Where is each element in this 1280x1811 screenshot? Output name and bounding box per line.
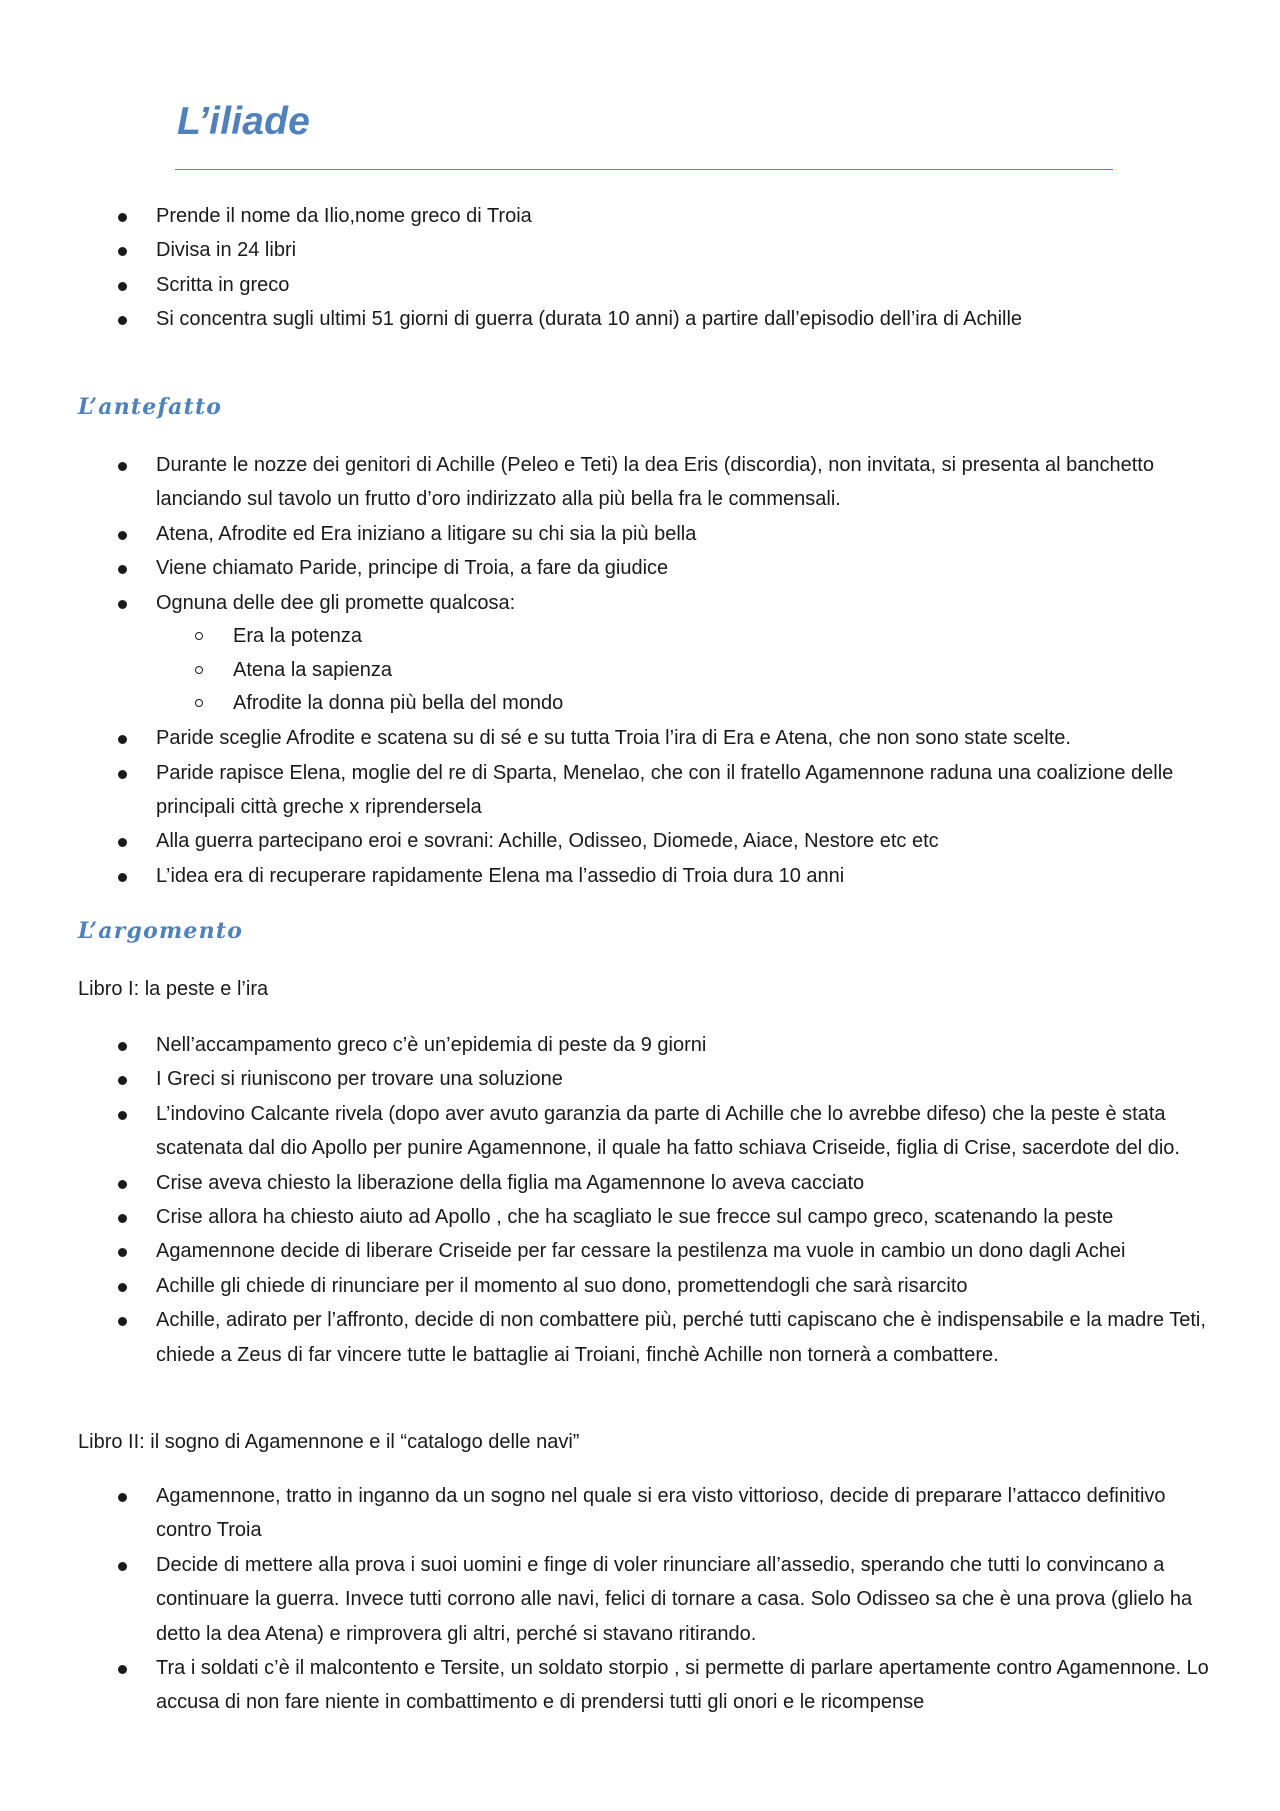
antefatto-block xyxy=(0,448,1280,893)
list-item xyxy=(0,1548,1280,1651)
list-item-text: Si concentra sugli ultimi 51 giorni di guerra (durata 10 anni) a partire dall’episodio dell’ira di Achille xyxy=(156,308,1023,331)
heading-argomento: L’argomento xyxy=(78,918,244,944)
list-item-text: Viene chiamato Paride, principe di Troia, a fare da giudice xyxy=(156,557,669,580)
list-item xyxy=(0,859,1280,893)
list-item-text: Prende il nome da Ilio,nome greco di Troia xyxy=(156,205,532,227)
list-item-text: I Greci si riuniscono per trovare una soluzione xyxy=(156,1068,563,1091)
list-item-text: Paride rapisce Elena, moglie del re di Sparta, Menelao, che con il fratello Agamennone raduna una coalizione delle principali città greche x riprendersela xyxy=(156,761,1174,818)
bullet-icon xyxy=(118,1180,127,1189)
document-title: L’iliade xyxy=(177,100,311,143)
list-item-text: Atena, Afrodite ed Era iniziano a litigare su chi sia la più bella xyxy=(156,522,697,545)
bullet-icon xyxy=(118,1665,127,1674)
list-item xyxy=(0,448,1280,517)
list-item xyxy=(0,517,1280,551)
list-item xyxy=(0,302,1280,336)
bullet-icon xyxy=(118,600,127,609)
bullet-icon xyxy=(118,316,127,325)
list-item xyxy=(0,233,1280,267)
sub-list-item xyxy=(0,687,1280,721)
list-item-text: Paride sceglie Afrodite e scatena su di sé e su tutta Troia l’ira di Era e Atena, che non sono state scelte. xyxy=(156,727,1071,750)
list-item xyxy=(0,1234,1280,1268)
intro-list xyxy=(0,199,1280,337)
list-item xyxy=(0,1269,1280,1303)
list-item-text: Nell’accampamento greco c’è un’epidemia di peste da 9 giorni xyxy=(156,1034,707,1056)
title-underline xyxy=(175,169,1113,170)
heading-antefatto: L’antefatto xyxy=(78,394,223,420)
bullet-icon xyxy=(118,1493,127,1502)
list-item xyxy=(0,1651,1280,1720)
list-item xyxy=(0,1166,1280,1200)
list-item-text: Crise aveva chiesto la liberazione della figlia ma Agamennone lo aveva cacciato xyxy=(156,1171,865,1194)
list-item-text: Ognuna delle dee gli promette qualcosa: xyxy=(156,591,516,614)
list-item-text: Scritta in greco xyxy=(156,273,290,296)
list-item-text: Alla guerra partecipano eroi e sovrani: Achille, Odisseo, Diomede, Aiace, Nestore etc etc xyxy=(156,830,939,853)
list-item xyxy=(0,1062,1280,1096)
list-item xyxy=(0,1097,1280,1166)
libro1-block xyxy=(0,1028,1280,1372)
list-item xyxy=(0,1028,1280,1062)
antefatto-list-b xyxy=(0,721,1280,893)
circle-bullet-icon xyxy=(195,632,203,640)
bullet-icon xyxy=(118,770,127,779)
sub-list-item xyxy=(0,620,1280,654)
list-item-text: Achille, adirato per l’affronto, decide di non combattere più, perché tutti capiscano che è indispensabile e la madre Teti, chiede a Zeus di far vincere tutte le battaglie ai Troiani, finchè Achille non tornerà a combattere. xyxy=(156,1309,1206,1366)
bullet-icon xyxy=(118,1317,127,1326)
bullet-icon xyxy=(118,1111,127,1120)
list-item-text: L’idea era di recuperare rapidamente Elena ma l’assedio di Troia dura 10 anni xyxy=(156,864,845,887)
circle-bullet-icon xyxy=(195,666,203,674)
list-item-text: Agamennone decide di liberare Criseide per far cessare la pestilenza ma vuole in cambio un dono dagli Achei xyxy=(156,1240,1126,1263)
list-item-text: Era la potenza xyxy=(233,625,362,648)
list-item-text: L’indovino Calcante rivela (dopo aver avuto garanzia da parte di Achille che lo avrebbe difeso) che la peste è stata scatenata dal dio Apollo per punire Agamennone, il quale ha fatto schiava Criseide, figlia di Crise, sacerdote del dio. xyxy=(156,1102,1180,1160)
list-item xyxy=(0,586,1280,620)
bullet-icon xyxy=(118,1562,127,1571)
antefatto-sublist xyxy=(0,620,1280,721)
bullet-icon xyxy=(118,1248,127,1257)
bullet-icon xyxy=(118,247,127,256)
libro2-block xyxy=(0,1479,1280,1720)
list-item xyxy=(0,721,1280,755)
list-item-text: Decide di mettere alla prova i suoi uomini e finge di voler rinunciare all’assedio, sperando che tutti lo convincano a continuare la guerra. Invece tutti corrono alle navi, felici di tornare a casa. Solo Odisseo sa che è una prova (glielo ha detto la dea Atena) e rimprovera gli altri, perché si stavano ritirando. xyxy=(156,1553,1193,1645)
antefatto-list-a xyxy=(0,448,1280,620)
list-item-text: Atena la sapienza xyxy=(233,658,393,681)
list-item xyxy=(0,824,1280,858)
list-item xyxy=(0,268,1280,302)
list-item xyxy=(0,1479,1280,1548)
libro1-list xyxy=(0,1028,1280,1372)
list-item xyxy=(0,199,1280,233)
bullet-icon xyxy=(118,838,127,847)
bullet-icon xyxy=(118,1283,127,1292)
list-item xyxy=(0,756,1280,825)
bullet-icon xyxy=(118,213,127,222)
bullet-icon xyxy=(118,565,127,574)
bullet-icon xyxy=(118,735,127,744)
circle-bullet-icon xyxy=(195,699,203,707)
list-item-text: Achille gli chiede di rinunciare per il momento al suo dono, promettendogli che sarà risarcito xyxy=(156,1274,968,1297)
list-item xyxy=(0,551,1280,585)
list-item-text: Afrodite la donna più bella del mondo xyxy=(233,692,564,715)
bullet-icon xyxy=(118,1042,127,1051)
intro-list-block xyxy=(0,199,1280,337)
bullet-icon xyxy=(118,531,127,540)
list-item-text: Durante le nozze dei genitori di Achille (Peleo e Teti) la dea Eris (discordia), non invitata, si presenta al banchetto lanciando sul tavolo un frutto d’oro indirizzato alla più bella fra le commensali. xyxy=(156,454,1154,511)
bullet-icon xyxy=(118,1076,127,1085)
list-item-text: Tra i soldati c’è il malcontento e Tersite, un soldato storpio , si permette di parlare apertamente contro Agamennone. Lo accusa di non fare niente in combattimento e di prendersi tutti gli onori e le ricompense xyxy=(156,1657,1209,1714)
sub-list-item xyxy=(0,654,1280,688)
libro1-title: Libro I: la peste e l’ira xyxy=(78,978,269,1000)
bullet-icon xyxy=(118,873,127,882)
list-item xyxy=(0,1200,1280,1234)
list-item-text: Crise allora ha chiesto aiuto ad Apollo , che ha scagliato le sue frecce sul campo greco, scatenando la peste xyxy=(156,1206,1114,1229)
bullet-icon xyxy=(118,1214,127,1223)
libro2-list xyxy=(0,1479,1280,1720)
list-item xyxy=(0,1303,1280,1372)
list-item-text: Agamennone, tratto in inganno da un sogno nel quale si era visto vittorioso, decide di preparare l’attacco definitivo contro Troia xyxy=(156,1485,1166,1542)
list-item-text: Divisa in 24 libri xyxy=(156,239,297,262)
bullet-icon xyxy=(118,282,127,291)
bullet-icon xyxy=(118,462,127,471)
libro2-title: Libro II: il sogno di Agamennone e il “catalogo delle navi” xyxy=(78,1431,580,1453)
